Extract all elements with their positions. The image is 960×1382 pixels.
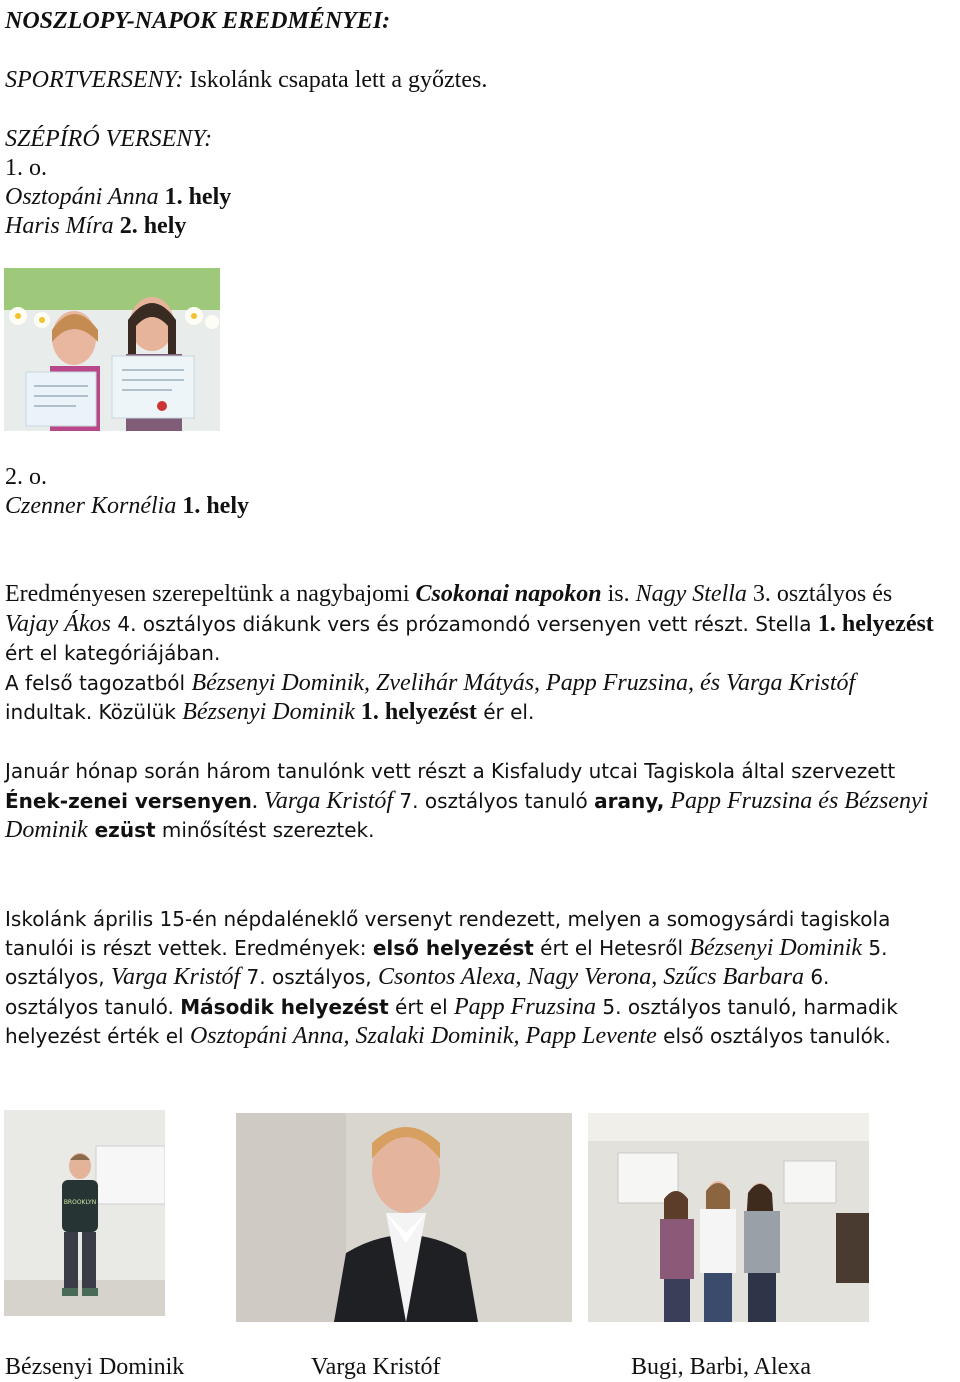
class-label-1: 1. o.: [5, 155, 47, 181]
enek-line-2: Ének-zenei versenyen. Varga Kristóf 7. osztályos tanuló arany, Papp Fruzsina és Bézsenyi: [5, 788, 929, 814]
szepiro-heading: SZÉPÍRÓ VERSENY:: [5, 126, 213, 152]
sweater-print: BROOKLYN: [63, 1199, 97, 1206]
nepdal-line-4: osztályos tanuló. Második helyezést ért el Papp Fruzsina 5. osztályos tanuló, harmadik: [5, 994, 898, 1020]
nepdal-line-5: helyezést érték el Osztopáni Anna, Szalaki Dominik, Papp Levente első osztályos tanulók.: [5, 1023, 891, 1049]
nepdal-line-2: tanulói is részt vettek. Eredmények: első helyezést ért el Hetesről Bézsenyi Dominik 5.: [5, 935, 888, 961]
winner-3: Czenner Kornélia 1. hely: [5, 493, 249, 519]
photo-varga-kristof: [236, 1113, 572, 1322]
winner-2: Haris Míra 2. hely: [5, 213, 187, 239]
caption-bezsenyi: Bézsenyi Dominik: [5, 1354, 185, 1380]
caption-varga: Varga Kristóf: [311, 1354, 441, 1380]
nepdal-line-3: osztályos, Varga Kristóf 7. osztályos, Csontos Alexa, Nagy Verona, Szűcs Barbara 6.: [5, 964, 830, 990]
csokonai-line-4: A felső tagozatból Bézsenyi Dominik, Zvelihár Mátyás, Papp Fruzsina, és Varga Kristóf: [5, 670, 856, 696]
csokonai-line-1: Eredményesen szerepeltünk a nagybajomi Csokonai napokon is. Nagy Stella 3. osztályos és: [5, 581, 893, 607]
photo-diploma-girls: [4, 268, 220, 431]
class-label-2: 2. o.: [5, 464, 47, 490]
enek-line-3: Dominik ezüst minősítést szereztek.: [5, 817, 375, 843]
page-title: NOSZLOPY-NAPOK EREDMÉNYEI:: [5, 8, 391, 34]
sport-result: SPORTVERSENY: Iskolánk csapata lett a győztes.: [5, 67, 488, 93]
csokonai-line-2: Vajay Ákos 4. osztályos diákunk vers és prózamondó versenyen vett részt. Stella 1. helyezést: [5, 611, 934, 637]
nepdal-line-1: Iskolánk április 15-én népdaléneklő versenyt rendezett, melyen a somogysárdi tagiskola: [5, 907, 891, 931]
photo-bezsenyi-dominik: [4, 1110, 165, 1316]
csokonai-line-5: indultak. Közülük Bézsenyi Dominik 1. helyezést ér el.: [5, 699, 535, 725]
photo-three-girls: [588, 1113, 869, 1322]
csokonai-line-3: ért el kategóriájában.: [5, 641, 221, 665]
caption-three-girls: Bugi, Barbi, Alexa: [631, 1354, 811, 1380]
enek-line-1: Január hónap során három tanulónk vett részt a Kisfaludy utcai Tagiskola által szervezett: [5, 759, 896, 783]
winner-1: Osztopáni Anna 1. hely: [5, 184, 232, 210]
